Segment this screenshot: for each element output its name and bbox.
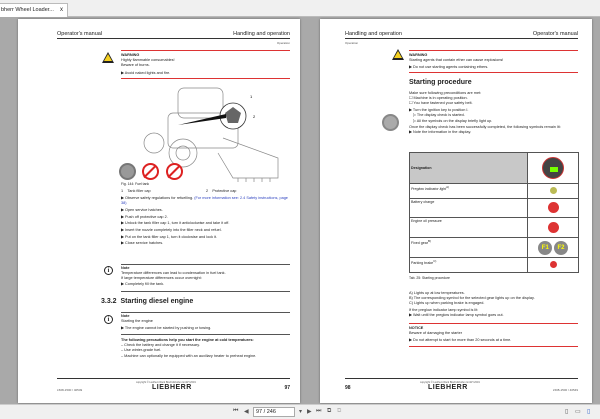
indicator-table — [409, 152, 579, 273]
footnote-key: C) — [409, 301, 414, 306]
procedure-text: Make sure following preconditions are met: ☐ Machine is in operating position. ☐ You have fastened your safety belt. ▶ Turn the ignition key to position I. ▷ The display check is started. ▷ All the symbols on the display briefly light up. Once the display check has been successfully completed, the following symbols remain lit: ▶ Note the information in the display. — [409, 91, 584, 136]
note-title: Note — [121, 314, 130, 318]
gear-f1-icon: F1 — [538, 241, 552, 255]
preglow-icon — [550, 187, 557, 194]
header-right: Operator's manual — [532, 31, 578, 37]
precautions-title: The following precautions help you start the engine at cold temperatures: — [121, 338, 254, 342]
header-right: Handling and operation — [233, 31, 290, 37]
note-title: Note — [121, 266, 130, 270]
header-left: Handling and operation — [345, 31, 402, 37]
ignition-key-icon — [119, 163, 136, 180]
row-label: Battery charge — [411, 200, 435, 204]
fuel-tank-figure — [138, 83, 288, 183]
note-line: Starting the engine — [121, 319, 153, 324]
parking-brake-icon — [550, 261, 557, 268]
footnote-key: B) — [409, 296, 413, 301]
footnote-text: Lights up when parking brake is engaged. — [414, 301, 485, 306]
section-number: 3.3.2 — [101, 298, 117, 305]
footnote-ref: C) — [433, 259, 437, 263]
copyright: copyright © Liebherr-Werk Bischofshofen GmbH 2019 — [136, 381, 196, 384]
figure-legend — [121, 189, 291, 194]
figure-caption: Fig. 144: Fuel tank — [121, 182, 150, 186]
legend-num: 1 — [121, 189, 124, 193]
table-row — [410, 238, 528, 258]
table-row — [410, 218, 528, 238]
footnote-text: Lights up at low temperatures. — [413, 291, 465, 295]
wait-step: Wait until the preglow indicator lamp symbol goes out. — [412, 313, 504, 318]
viewer-toolbar — [0, 404, 600, 419]
precaution-item: Check the battery and change it if necessary. — [124, 343, 200, 348]
copyright: copyright © Liebherr-Werk Bischofshofen GmbH 2019 — [420, 381, 480, 384]
note-action: Completely fill the tank. — [124, 281, 165, 286]
warning-action: Avoid naked lights and fire. — [124, 70, 171, 75]
step-text: Unlock the tank filler cap 1, turn it anticlockwise and take it off. — [124, 221, 230, 226]
warning-title: WARNING — [121, 53, 140, 57]
step-text: Close service hatches. — [124, 241, 164, 246]
step-text: Observe safety regulations for refuelling. — [124, 196, 195, 200]
result: The display check is started. — [416, 113, 465, 118]
note-condensation: Note Temperature differences can lead to condensation in fuel tank. If large temperature differences occur overnight: ▶ Completely fill the tank. — [121, 266, 291, 287]
two-page-view-icon[interactable]: ▯ — [587, 409, 591, 415]
notice-line: Beware of damaging the starter — [409, 331, 462, 336]
step-text: Open service hatches. — [124, 207, 163, 212]
legend-label: Tank filler cap — [127, 189, 151, 193]
row-label: Parking brake — [411, 261, 434, 266]
note-starting: Note Starting the engine ▶ The engine cannot be started by pushing or towing. — [121, 314, 291, 332]
warning-line: Beware of burns. — [121, 63, 150, 68]
legend-label: Protective cap — [212, 189, 237, 193]
warning-title: WARNING — [409, 53, 428, 57]
precondition: You have fastened your safety belt. — [413, 101, 473, 106]
footnote-text: The corresponding symbol for the selected gear lights up on the display. — [413, 296, 535, 301]
warning-box: WARNING Starting agents that contain ether can cause explosions! ▶ Do not use starting agents containing ethers. — [409, 50, 578, 73]
table-caption: Tab. 25: Starting procedure — [409, 276, 450, 280]
previous-page-icon[interactable]: ◀ — [244, 409, 249, 415]
previous-view-icon[interactable]: ⧉ — [327, 408, 332, 414]
callout-1: 1 — [250, 94, 253, 99]
note-info: Note the information in the display. — [412, 130, 472, 135]
single-page-view-icon[interactable]: ▯ — [565, 409, 569, 415]
safety-instructions-link[interactable]: (For more information see: 2.4 Safety instructions, page 38) — [121, 196, 288, 206]
table-row — [410, 199, 528, 218]
step-text: Push off protective cap 2. — [124, 214, 168, 219]
ignition-key-icon — [382, 114, 399, 131]
precaution-item: Use winter-grade fuel. — [124, 348, 162, 353]
warning-box: WARNING Highly flammable consumables! Beware of burns. ▶ Avoid naked lights and fire. — [121, 50, 290, 79]
notice-box: NOTICE Beware of damaging the starter ▶ Do not attempt to start for more than 20 seconds at a time. — [409, 323, 578, 347]
row-label: Preglow indicator light — [411, 187, 447, 192]
tab-bar — [0, 0, 600, 17]
section-title: Starting diesel engine — [120, 298, 194, 305]
warning-line: Highly flammable consumables! — [121, 58, 175, 63]
note-action: The engine cannot be started by pushing or towing. — [124, 326, 212, 331]
next-view-icon[interactable]: ⧉ — [337, 408, 342, 414]
liebherr-logo: LIEBHERR — [428, 384, 468, 391]
next-page-icon[interactable]: ▶ — [307, 409, 312, 415]
step-text: Insert the nozzle completely into the filler neck and refuel. — [124, 228, 222, 233]
subheader: Operation — [276, 41, 290, 45]
warning-action: Do not use starting agents containing ethers. — [412, 65, 489, 70]
ignition-step: Turn the ignition key to position I. — [412, 108, 469, 113]
no-smoking-icon — [142, 163, 159, 180]
page-98 — [320, 19, 592, 403]
cold-precautions: The following precautions help you start the engine at cold temperatures: – Check the battery and change it if necessary. – Use winter-grade fuel. – Machine can optionally be equipped with an auxiliary heater to preheat engine. — [121, 338, 296, 359]
liebherr-logo: LIEBHERR — [152, 384, 192, 391]
table-row — [410, 184, 528, 199]
display-icon — [542, 157, 564, 179]
legend-num: 2 — [206, 189, 209, 193]
warning-icon — [102, 52, 114, 63]
once-text: Once the display check has been successfully completed, the following symbols remain lit: — [409, 125, 561, 130]
close-tab-icon[interactable]: x — [60, 7, 63, 13]
row-label: Fixed gear — [411, 241, 428, 246]
doc-code: L508-1500 / 40549 — [552, 388, 578, 392]
page-number-input[interactable]: 97 / 246 — [253, 407, 295, 417]
callout-2: 2 — [253, 114, 256, 119]
preglow-condition: If the preglow indicator lamp symbol is lit: — [409, 308, 479, 313]
notice-action: Do not attempt to start for more than 20 seconds at a time. — [412, 338, 512, 343]
starting-procedure-heading: Starting procedure — [409, 79, 472, 86]
precaution-item: Machine can optionally be equipped with an auxiliary heater to preheat engine. — [124, 353, 257, 358]
page-number: 98 — [345, 385, 351, 391]
continuous-view-icon[interactable]: ▭ — [575, 409, 581, 415]
page-97 — [18, 19, 300, 403]
document-tab[interactable] — [0, 3, 68, 17]
subheader: Operation — [345, 41, 359, 45]
warning-icon — [392, 49, 404, 60]
warning-line: Starting agents that contain ether can cause explosions! — [409, 58, 504, 63]
note-line: Temperature differences can lead to condensation in fuel tank. — [121, 271, 226, 276]
last-page-icon[interactable]: ⏭ — [316, 408, 322, 414]
doc-code: L508-1500 / 40549 — [57, 388, 83, 392]
notice-title: NOTICE — [409, 326, 424, 330]
info-icon: i — [104, 315, 113, 324]
section-heading — [101, 298, 193, 305]
info-icon: i — [104, 266, 113, 275]
table-header: Designation — [410, 153, 528, 184]
footnotes: A) Lights up at low temperatures. B) The corresponding symbol for the selected gear lights up on the display. C) Lights up when parking brake is engaged. If the preglow indicator lamp symbol is lit: ▶ Wait until the preglow indicator lamp symbol goes out. — [409, 291, 584, 319]
page-dropdown-icon[interactable]: ▾ — [299, 409, 303, 415]
note-line: If large temperature differences occur overnight: — [121, 276, 202, 281]
battery-icon — [548, 202, 559, 213]
footnote-key: A) — [409, 291, 413, 295]
precondition: Machine is in operating position. — [413, 96, 468, 101]
result: All the symbols on the display briefly light up. — [416, 118, 493, 123]
table-row — [410, 258, 528, 273]
footnote-ref: B) — [427, 239, 431, 243]
footnote-ref: A) — [446, 185, 450, 189]
step-text: Put on the tank filler cap 1, turn it clockwise and lock it. — [124, 234, 217, 239]
oil-pressure-icon — [548, 222, 559, 233]
gear-f2-icon: F2 — [554, 241, 568, 255]
first-page-icon[interactable]: ⏮ — [233, 408, 239, 414]
page-number: 97 — [284, 385, 290, 391]
header-left: Operator's manual — [57, 31, 103, 37]
refuel-steps: ▶ Observe safety regulations for refuelling. (For more information see: 2.4 Safety instructions, page 38) ▶ Open service hatches. ▶ Push off protective cap 2. ▶ Unlock the tank filler cap 1, turn it anticlockwise and take it off. ▶ Insert the nozzle completely into the filler neck and refuel. ▶ Put on the tank filler cap 1, turn it clockwise and lock it. ▶ Close service hatches. — [121, 196, 288, 246]
preconditions-intro: Make sure following preconditions are met: — [409, 91, 482, 95]
row-label: Engine oil pressure — [411, 219, 442, 223]
no-open-flame-icon — [166, 163, 183, 180]
tab-title: bherr Wheel Loader... — [1, 7, 54, 13]
